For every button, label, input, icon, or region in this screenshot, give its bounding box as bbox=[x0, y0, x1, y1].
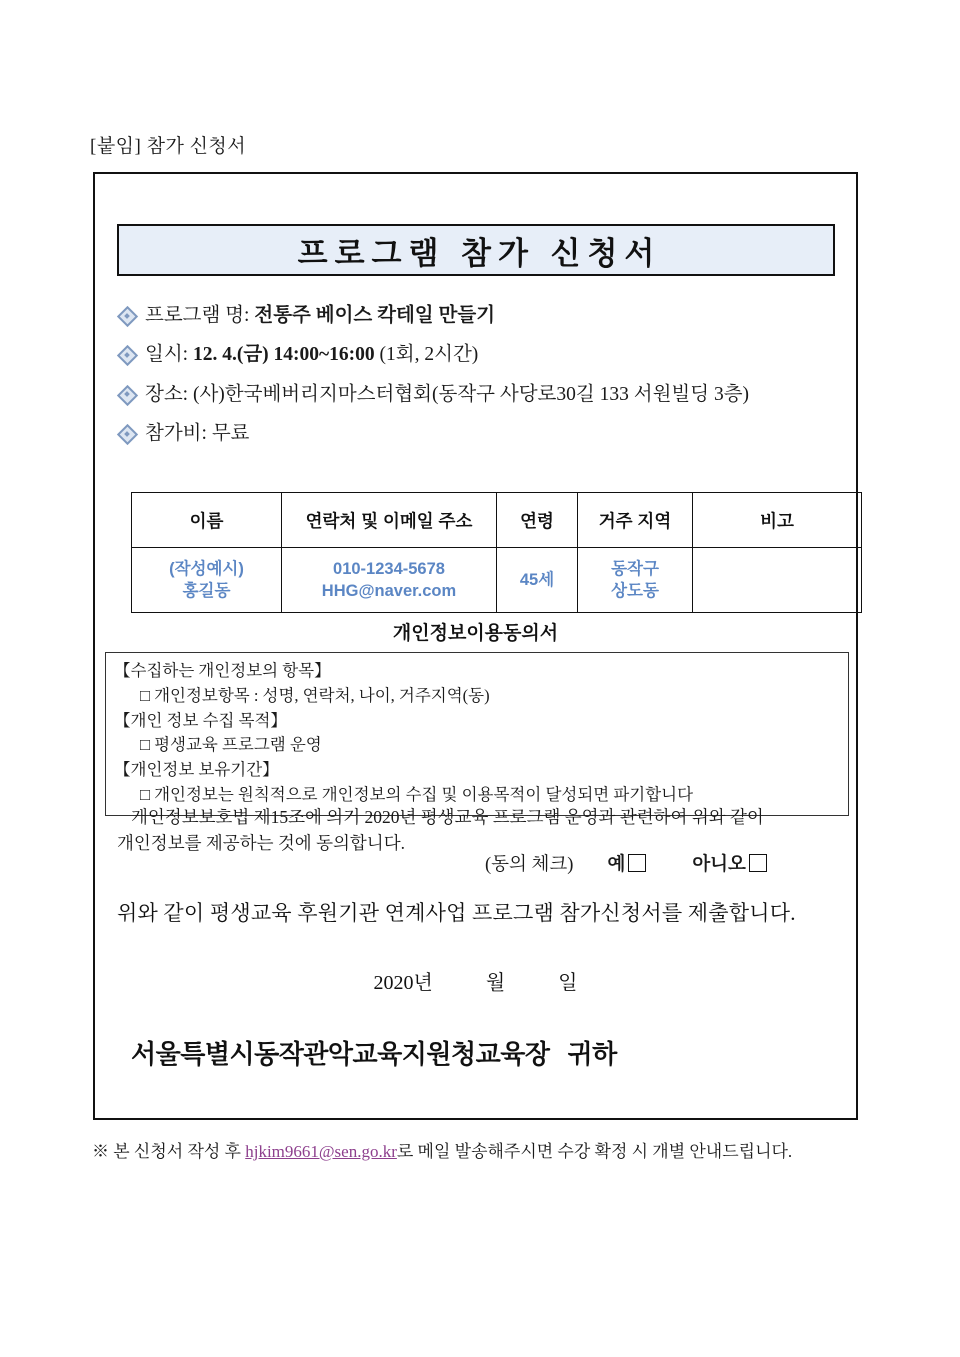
recipient-suffix: 귀하 bbox=[567, 1040, 617, 1069]
footnote-prefix: ※ 본 신청서 작성 후 bbox=[92, 1142, 246, 1161]
info-label-fee: 참가비: bbox=[145, 423, 207, 445]
info-value-fee: 무료 bbox=[211, 423, 250, 445]
consent-item-purpose: □ 평생교육 프로그램 운영 bbox=[140, 735, 322, 755]
cell-phone: 010-1234-5678 bbox=[333, 559, 445, 578]
table-row bbox=[132, 548, 862, 613]
consent-item-retention: □ 개인정보는 원칙적으로 개인정보의 수집 및 이용목적이 달성되면 파기합니다 bbox=[140, 784, 694, 804]
cell-name-note: (작성예시) bbox=[169, 559, 244, 578]
page-title: 프로그램 참가 신청서 bbox=[297, 235, 662, 271]
consent-section-title-items: 【수집하는 개인정보의 항목】 bbox=[114, 661, 331, 680]
diamond-bullet-icon bbox=[119, 426, 136, 443]
diamond-bullet-icon bbox=[119, 387, 136, 404]
cell-email: HHG@naver.com bbox=[321, 582, 457, 600]
date-year: 2020년 bbox=[373, 972, 433, 994]
info-row-datetime bbox=[119, 343, 839, 367]
applicant-table bbox=[131, 492, 862, 613]
cell-name-value: 홍길동 bbox=[182, 582, 231, 600]
cell-note[interactable] bbox=[693, 548, 862, 613]
diamond-bullet-icon bbox=[119, 308, 136, 325]
info-label-program-name: 프로그램 명: bbox=[145, 305, 250, 326]
consent-option-no[interactable] bbox=[692, 850, 767, 876]
recipient-line bbox=[131, 1034, 617, 1071]
consent-option-no-label: 아니오 bbox=[692, 855, 746, 875]
submission-statement: 위와 같이 평생교육 후원기관 연계사업 프로그램 참가신청서를 제출합니다. bbox=[117, 901, 796, 925]
column-header-contact: 연락처 및 이메일 주소 bbox=[282, 493, 497, 548]
consent-option-yes-label: 예 bbox=[607, 855, 626, 875]
attachment-label: [붙임] 참가 신청서 bbox=[90, 136, 247, 157]
date-month: 월 bbox=[485, 972, 506, 994]
cell-region[interactable] bbox=[578, 548, 693, 613]
info-value-datetime: 12. 4.(금) 14:00~16:00 bbox=[192, 344, 375, 366]
info-row-location bbox=[119, 383, 839, 407]
info-label-datetime: 일시: bbox=[145, 344, 189, 366]
consent-yes-checkbox[interactable] bbox=[628, 854, 646, 872]
info-value-program-name: 전통주 베이스 칵테일 만들기 bbox=[254, 305, 496, 326]
privacy-consent-box bbox=[105, 652, 849, 816]
column-header-age: 연령 bbox=[497, 493, 578, 548]
footnote bbox=[92, 1137, 792, 1162]
date-line bbox=[95, 966, 856, 995]
program-info-list bbox=[119, 304, 839, 462]
consent-section-title-retention: 【개인정보 보유기간】 bbox=[114, 760, 279, 779]
consent-option-yes[interactable] bbox=[607, 850, 646, 876]
cell-region-line2: 상도동 bbox=[611, 582, 659, 600]
info-value-location: (사)한국베버리지마스터협회(동작구 사당로30길 133 서원빌딩 3층) bbox=[192, 383, 750, 405]
date-day: 일 bbox=[558, 972, 578, 994]
cell-name[interactable] bbox=[132, 548, 282, 613]
footnote-email-link[interactable]: hjkim9661@sen.go.kr bbox=[245, 1142, 397, 1161]
consent-no-checkbox[interactable] bbox=[749, 854, 767, 872]
agreement-paragraph bbox=[117, 804, 833, 857]
consent-check-label: (동의 체크) bbox=[485, 855, 574, 875]
application-form-box bbox=[93, 172, 858, 1120]
cell-region-line1: 동작구 bbox=[611, 559, 659, 578]
form-title-banner bbox=[117, 224, 835, 276]
agreement-line-2: 개인정보를 제공하는 것에 동의합니다. bbox=[117, 833, 405, 854]
recipient-name: 서울특별시동작관악교육지원청교육장 bbox=[131, 1040, 550, 1069]
info-suffix-datetime: (1회, 2시간) bbox=[379, 344, 479, 366]
info-row-fee bbox=[119, 422, 839, 446]
cell-age[interactable]: 45세 bbox=[497, 548, 578, 613]
column-header-note: 비고 bbox=[693, 493, 862, 548]
footnote-suffix: 로 메일 발송해주시면 수강 확정 시 개별 안내드립니다. bbox=[396, 1142, 793, 1161]
consent-heading: 개인정보이용동의서 bbox=[392, 623, 559, 644]
column-header-region: 거주 지역 bbox=[578, 493, 693, 548]
consent-section-title-purpose: 【개인 정보 수집 목적】 bbox=[114, 710, 287, 730]
cell-contact[interactable] bbox=[282, 548, 497, 613]
info-label-location: 장소: bbox=[145, 383, 189, 405]
consent-item-collected-fields: □ 개인정보항목 : 성명, 연락처, 나이, 거주지역(동) bbox=[140, 685, 490, 705]
agreement-line-1: 개인정보보호법 제15조에 의거 2020년 평생교육 프로그램 운영과 관련하여 위와 같이 bbox=[131, 807, 764, 827]
table-header-row bbox=[132, 493, 862, 548]
consent-check-row bbox=[485, 850, 845, 876]
info-row-program-name bbox=[119, 304, 839, 328]
diamond-bullet-icon bbox=[119, 347, 136, 364]
column-header-name: 이름 bbox=[132, 493, 282, 548]
